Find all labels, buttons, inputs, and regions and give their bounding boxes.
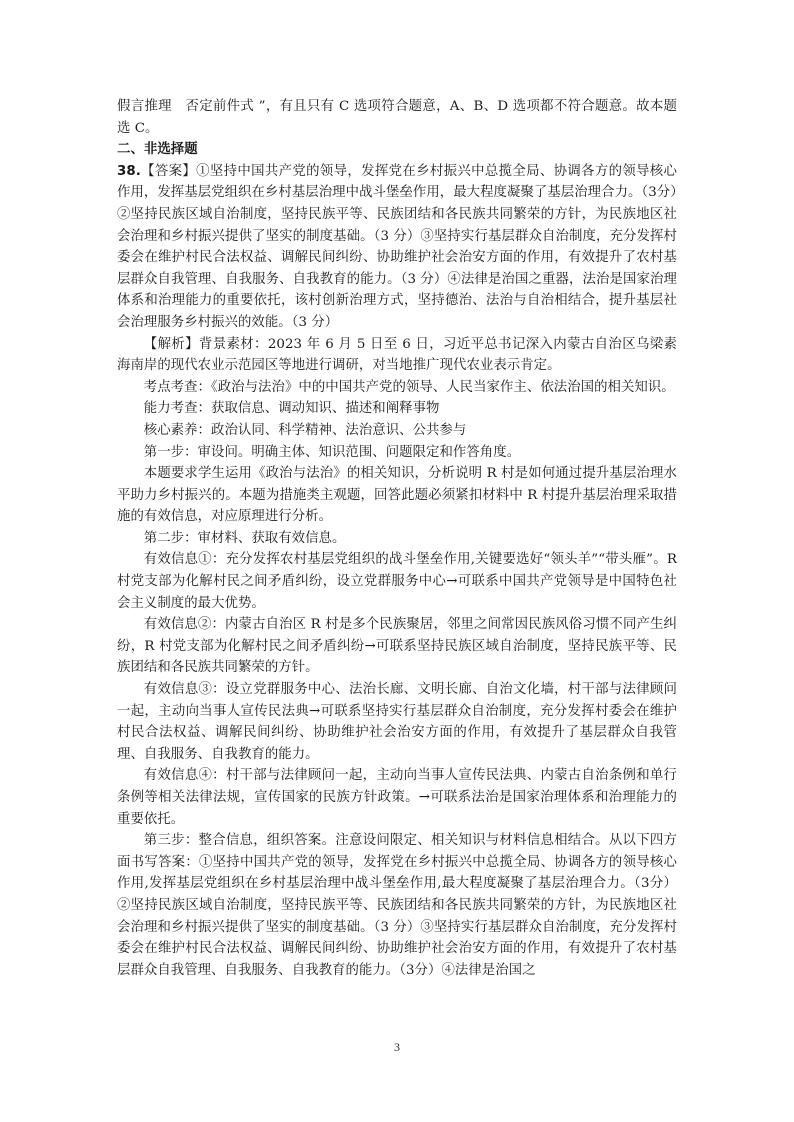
step-1: 第一步：审设问。明确主体、知识范围、问题限定和作答角度。 [143,444,521,460]
analysis-intro: 【解析】背景素材：2023 年 6 月 5 日至 6 日，习近平总书记深入内蒙古自治区乌梁素海南岸的现代农业示范园区等地进行调研，对当地推广现代农业表示肯定。 [117,336,677,374]
effective-info-1: 有效信息①：充分发挥农村基层党组织的战斗堡垒作用,关键要选好“领头羊”“带头雁”。R 村党支部为化解村民之间矛盾纠纷，设立党群服务中心→可联系中国共产党领导是中国特色社会主义制度的最大优势。 [117,552,677,611]
ability-line: 能力考查：获取信息、调动知识、描述和阐释事物 [143,401,440,417]
step-2: 第二步：审材料、获取有效信息。 [143,530,346,546]
step-1-detail: 本题要求学生运用《政治与法治》的相关知识，分析说明 R 村是如何通过提升基层治理水平助力乡村振兴的。本题为措施类主观题，回答此题必须紧扣材料中 R 村提升基层治理采取措施的有效信息，对应原理进行分析。 [117,466,677,525]
question-number: 38. [117,163,141,179]
effective-info-2: 有效信息②：内蒙古自治区 R 村是多个民族聚居，邻里之间常因民族风俗习惯不同产生纠纷，R 村党支部为化解村民之间矛盾纠纷→可联系坚持民族区域自治制度，坚持民族平等、民族团结和各民族共同繁荣的方针。 [117,617,677,676]
question-38-answer [117,161,677,334]
exam-points: 考点考查：《政治与法治》中的中国共产党的领导、人民当家作主、依法治国的相关知识。 [143,379,675,395]
literacy-line: 核心素养：政治认同、科学精神、法治意识、公共参与 [143,422,467,438]
page-number: 3 [394,1040,400,1054]
answer-text: 【答案】①坚持中国共产党的领导，发挥党在乡村振兴中总揽全局、协调各方的领导核心作用，发挥基层党组织在乡村基层治理中战斗堡垒作用，最大程度凝聚了基层治理合力。（3分）②坚持民族区域自治制度，坚持民族平等、民族团结和各民族共同繁荣的方针，为民族地区社会治理和乡村振兴提供了坚实的制度基础。（3 分）③坚持实行基层群众自治制度，充分发挥村委会在维护村民合法权益、调解民间纠纷、协助维护社会治安方面的作用，有效提升了农村基层群众自我管理、自我服务、自我教育的能力。（3 分）④法律是治国之重器，法治是国家治理体系和治理能力的重要依托，该村创新治理方式，坚持德治、法治与自治相结合，提升基层社会治理服务乡村振兴的效能。（3 分） [117,163,677,330]
step-3: 第三步：整合信息，组织答案。注意设问限定、相关知识与材料信息相结合。从以下四方面书写答案：①坚持中国共产党的领导，发挥党在乡村振兴中总揽全局、协调各方的领导核心作用,发挥基层党组织在乡村基层治理中战斗堡垒作用,最大程度凝聚了基层治理合力。（3分）②坚持民族区域自治制度，坚持民族平等、民族团结和各民族共同繁荣的方针，为民族地区社会治理和乡村振兴提供了坚实的制度基础。（3 分）③坚持实行基层群众自治制度，充分发挥村委会在维护村民合法权益、调解民间纠纷、协助维护社会治安方面的作用，有效提升了农村基层群众自我管理、自我服务、自我教育的能力。（3分）④法律是治国之 [117,833,677,978]
intro-paragraph: 假言推理 否定前件式 ”，有且只有 C 选项符合题意，A、B、D 选项都不符合题意。故本题选 C。 [117,99,677,136]
section-heading: 二、非选择题 [117,142,198,158]
document-page [117,96,677,981]
effective-info-3: 有效信息③：设立党群服务中心、法治长廊、文明长廊、自治文化墙，村干部与法律顾问一起，主动向当事人宣传民法典→可联系坚持实行基层群众自治制度，充分发挥村委会在维护村民合法权益、调解民间纠纷、协助维护社会治安方面的作用，有效提升了基层群众自我管理、自我服务、自我教育的能力。 [117,682,677,762]
effective-info-4: 有效信息④：村干部与法律顾问一起，主动向当事人宣传民法典、内蒙古自治条例和单行条例等相关法律法规，宣传国家的民族方针政策。→可联系法治是国家治理体系和治理能力的重要依托。 [117,768,677,827]
